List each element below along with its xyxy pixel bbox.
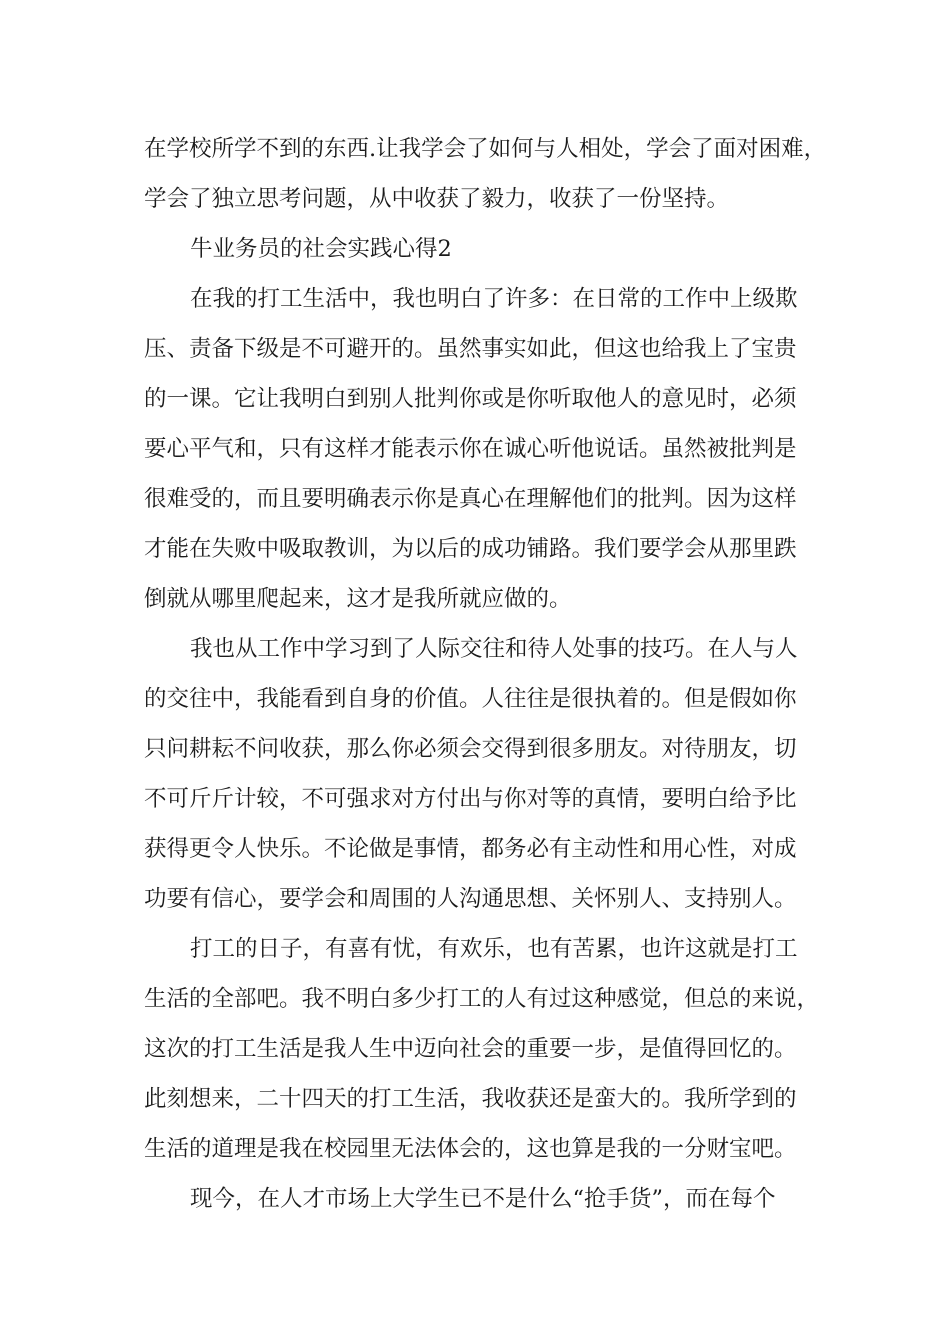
text-line: 学会了独立思考问题，从中收获了毅力，收获了一份坚持。 [144, 186, 730, 212]
text-line: 生活的道理是我在校园里无法体会的，这也算是我的一分财宝吧。 [144, 1136, 797, 1162]
text-line: 现今，在人才市场上大学生已不是什么“抢手货”，而在每个 [190, 1186, 776, 1212]
section-heading: 牛业务员的社会实践心得2 [190, 236, 452, 262]
text-line: 才能在失败中吸取教训，为以后的成功铺路。我们要学会从那里跌 [144, 536, 797, 562]
text-line: 打工的日子，有喜有忧，有欢乐，也有苦累，也许这就是打工 [190, 936, 798, 962]
text-line: 这次的打工生活是我人生中迈向社会的重要一步，是值得回忆的。 [144, 1036, 797, 1062]
text-line: 获得更令人快乐。不论做是事情，都务必有主动性和用心性，对成 [144, 836, 797, 862]
text-line: 只问耕耘不问收获，那么你必须会交得到很多朋友。对待朋友，切 [144, 736, 797, 762]
text-line: 的一课。它让我明白到别人批判你或是你听取他人的意见时，必须 [144, 386, 797, 412]
text-line: 在学校所学不到的东西.让我学会了如何与人相处，学会了面对困难， [144, 136, 827, 162]
text-line: 要心平气和，只有这样才能表示你在诚心听他说话。虽然被批判是 [144, 436, 797, 462]
text-line: 我也从工作中学习到了人际交往和待人处事的技巧。在人与人 [190, 636, 798, 662]
text-line: 倒就从哪里爬起来，这才是我所就应做的。 [144, 586, 572, 612]
text-line: 的交往中，我能看到自身的价值。人往往是很执着的。但是假如你 [144, 686, 797, 712]
text-line: 功要有信心，要学会和周围的人沟通思想、关怀别人、支持别人。 [144, 886, 797, 912]
text-line: 很难受的，而且要明确表示你是真心在理解他们的批判。因为这样 [144, 486, 797, 512]
text-line: 不可斤斤计较，不可强求对方付出与你对等的真情，要明白给予比 [144, 786, 797, 812]
document-body [144, 124, 826, 1224]
text-line: 此刻想来，二十四天的打工生活，我收获还是蛮大的。我所学到的 [144, 1086, 797, 1112]
text-line: 生活的全部吧。我不明白多少打工的人有过这种感觉，但总的来说， [144, 986, 820, 1012]
text-line: 在我的打工生活中，我也明白了许多：在日常的工作中上级欺 [190, 286, 798, 312]
text-line: 压、责备下级是不可避开的。虽然事实如此，但这也给我上了宝贵 [144, 336, 797, 362]
